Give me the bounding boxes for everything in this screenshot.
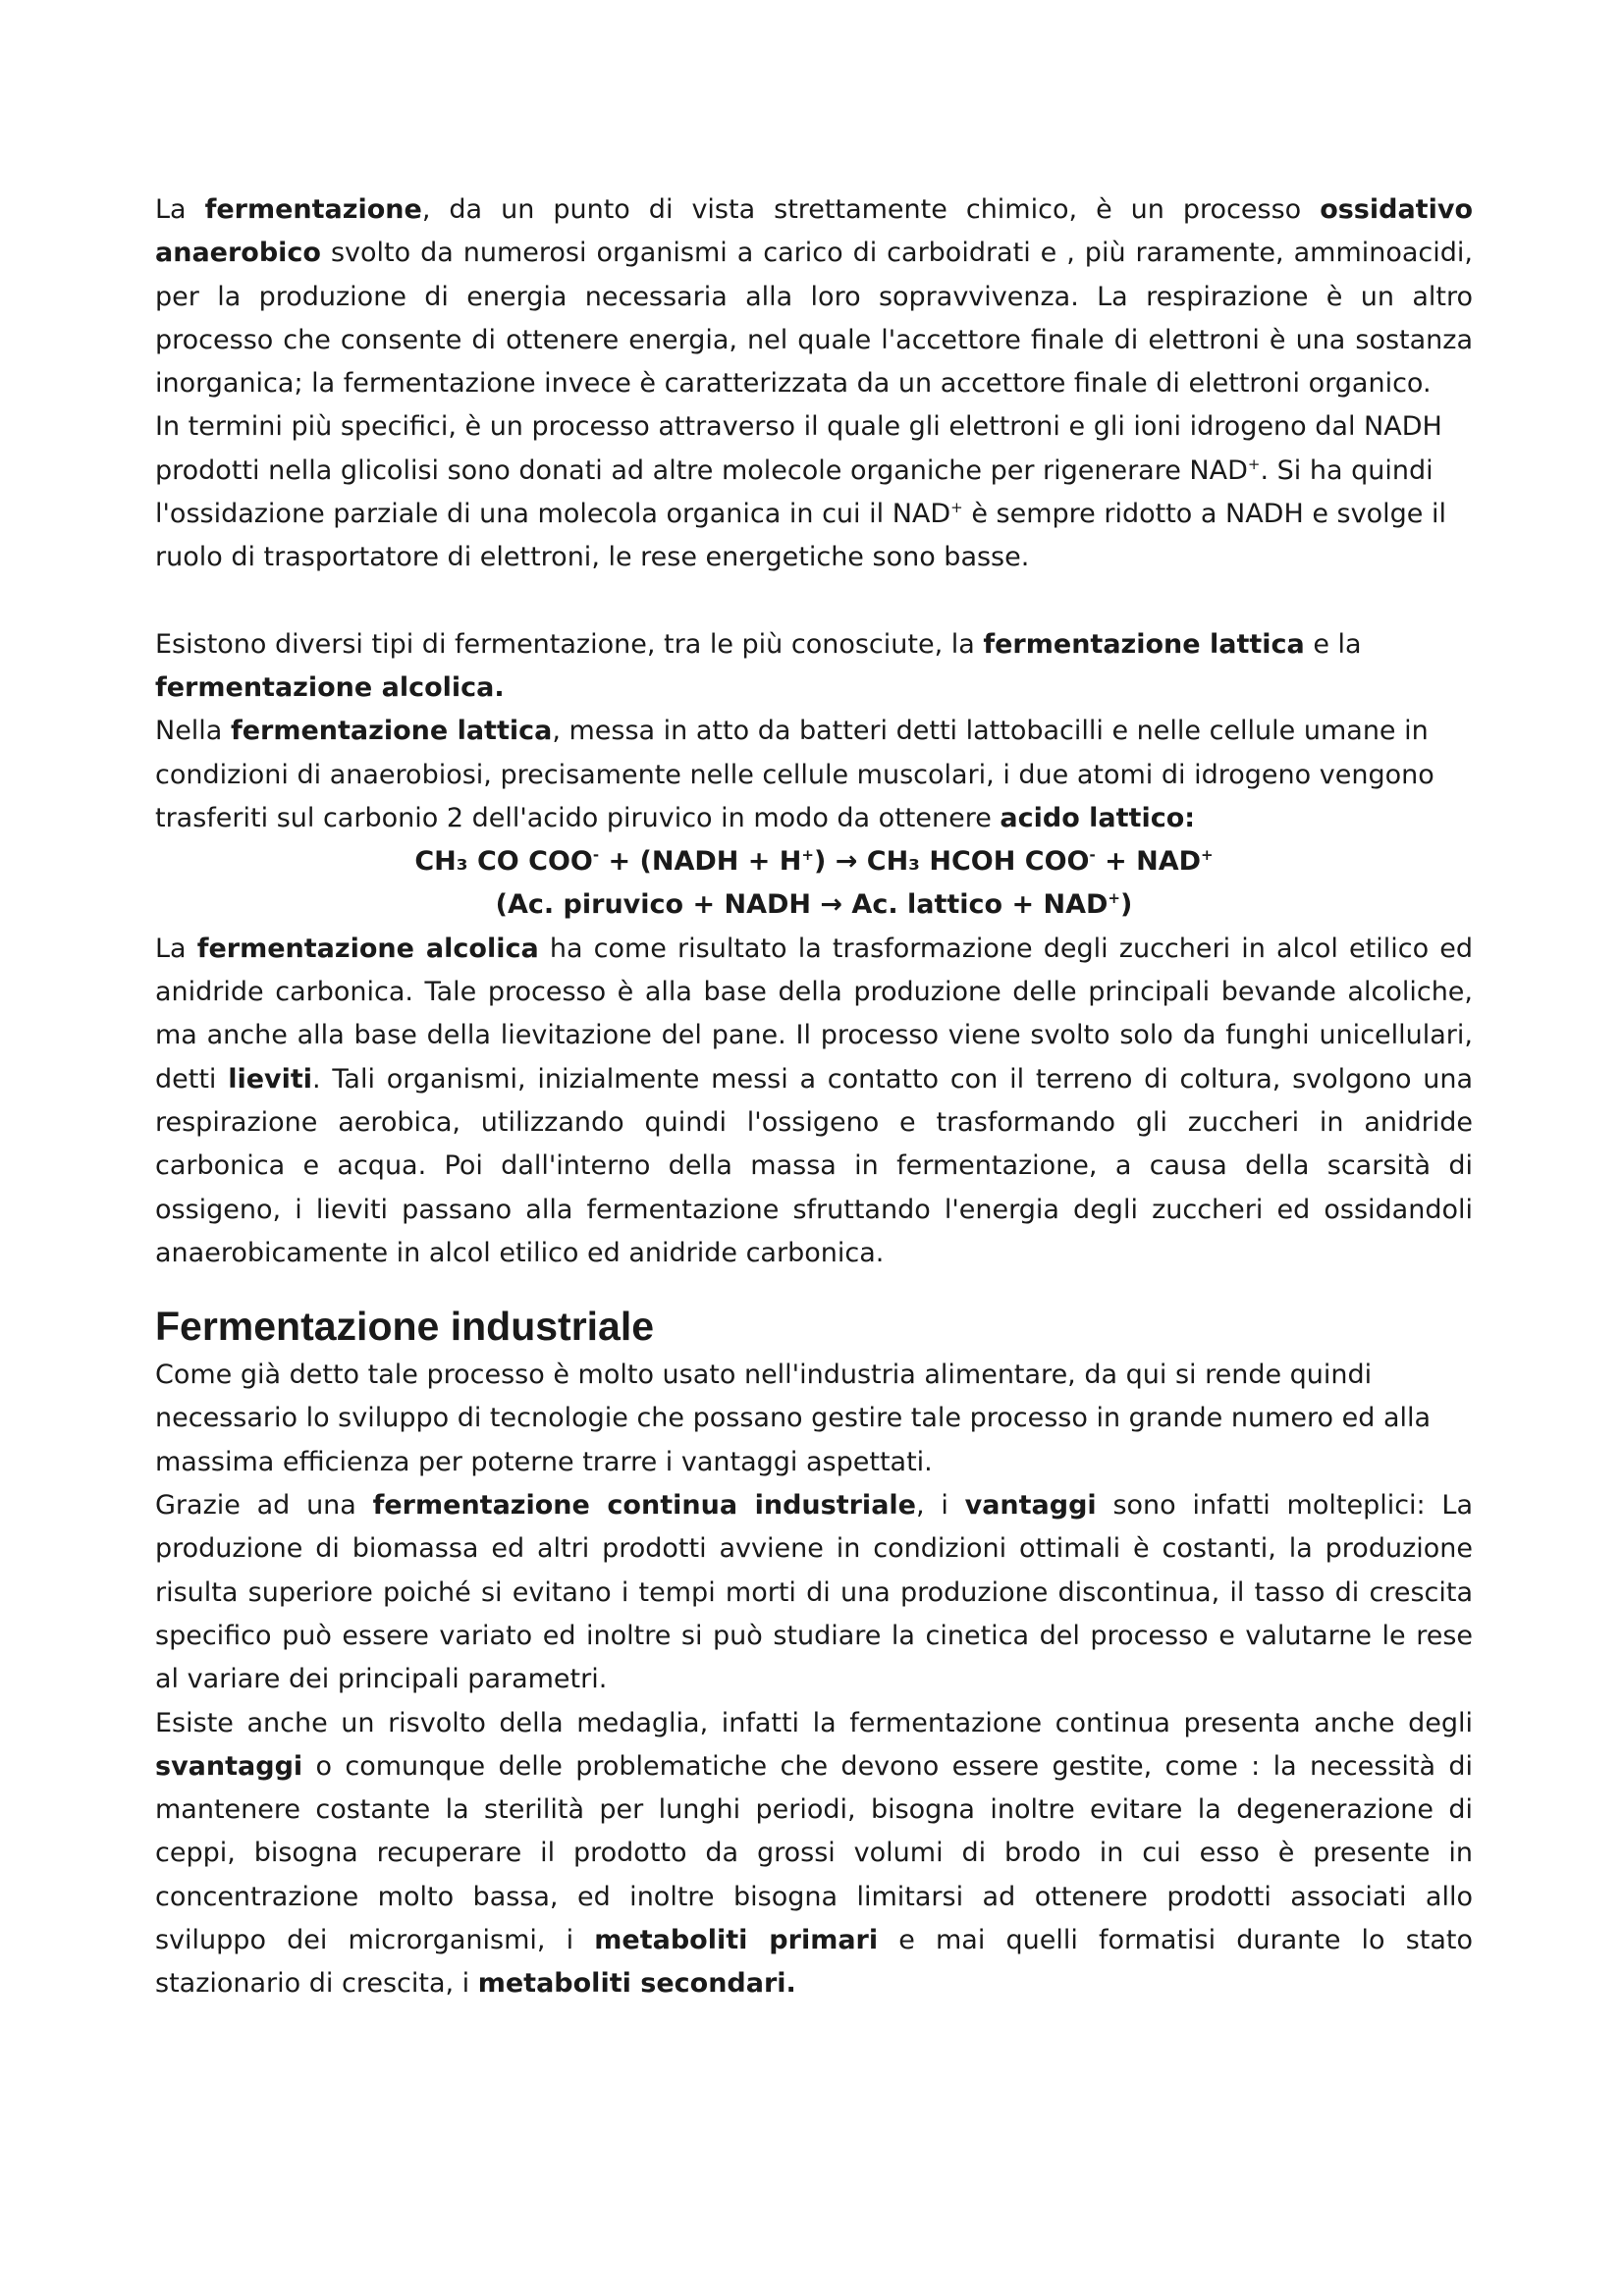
term-vantaggi: vantaggi [964, 1490, 1097, 1522]
term-fermentazione-alcolica: fermentazione alcolica. [155, 671, 505, 703]
paragraph-industria: Come già detto tale processo è molto usato nell'industria alimentare, da qui si rende quindi necessario lo sviluppo di tecnologie che possano gestire tale processo in grande numero ed alla massima efficienza per poterne trarre i vantaggi aspettati. [155, 1360, 1432, 1477]
equation-names: (Ac. piruvico + NADH → Ac. lattico + NAD+) [495, 889, 1133, 921]
paragraph-svantaggi: Esiste anche un risvolto della medaglia, infatti la fermentazione continua presenta anche degli svantaggi o comunque delle problematiche che devono essere gestite, come : la necessità di mantenere costante la sterilità per lunghi periodi, bisogna inoltre evitare la degenerazione di ceppi, bisogna recuperare il prodotto da grossi volumi di brodo in cui esso è presente in concentrazione molto bassa, ed inoltre bisogna limitarsi ad ottenere prodotti associati allo sviluppo dei microrganismi, i metaboliti primari e mai quelli formatisi durante lo stato stazionario di crescita, i metaboliti secondari. [155, 1707, 1474, 2000]
paragraph-vantaggi: Grazie ad una fermentazione continua industriale, i vantaggi sono infatti molteplici: La produzione di biomassa ed altri prodotti avviene in condizioni ottimali è costanti, la produzione risulta superiore poiché si evitano i tempi morti di una produzione discontinua, il tasso di crescita specifico può essere variato ed inoltre si può studiare la cinetica del processo e valutarne le rese al variare dei principali parametri. [155, 1490, 1474, 1695]
document-page [155, 188, 1473, 2006]
term-fermentazione-lattica: fermentazione lattica [983, 628, 1305, 660]
term-fermentazione-continua: fermentazione continua industriale [372, 1490, 916, 1522]
term-acido-lattico: acido lattico: [1000, 802, 1196, 833]
term-fermentazione: fermentazione [204, 194, 422, 225]
paragraph-lattica: Nella fermentazione lattica, messa in atto da batteri detti lattobacilli e nelle cellule umane in condizioni di anaerobiosi, precisamente nelle cellule muscolari, i due atomi di idrogeno vengono trasferiti sul carbonio 2 dell'acido piruvico in modo da ottenere acido lattico: [155, 716, 1434, 833]
term-metaboliti-primari: metaboliti primari [594, 1924, 879, 1955]
term-metaboliti-secondari: metaboliti secondari. [477, 1968, 796, 2000]
term-lieviti: lieviti [228, 1063, 313, 1095]
equation-chemical: CH₃ CO COO- + (NADH + H+) → CH₃ HCOH COO- + NAD+ [414, 846, 1214, 878]
paragraph-specifics: In termini più specifici, è un processo attraverso il quale gli elettroni e gli ioni idrogeno dal NADH prodotti nella glicolisi sono donati ad altre molecole organiche per rigenerare NAD+. Si ha quindi l'ossidazione parziale di una molecola organica in cui il NAD+ è sempre ridotto a NADH e svolge il ruolo di trasportatore di elettroni, le rese energetiche sono basse. [155, 411, 1446, 573]
term-ossidativo-anaerobico: ossidativo anaerobico [155, 194, 1473, 269]
paragraph-alcolica: La fermentazione alcolica ha come risultato la trasformazione degli zuccheri in alcol etilico ed anidride carbonica. Tale processo è alla base della produzione delle principali bevande alcoliche, ma anche alla base della lievitazione del pane. Il processo viene svolto solo da funghi unicellulari, detti lieviti. Tali organismi, inizialmente messi a contatto con il terreno di coltura, svolgono una respirazione aerobica, utilizzando quindi l'ossigeno e trasformando gli zuccheri in anidride carbonica e acqua. Poi dall'interno della massa in fermentazione, a causa della scarsità di ossigeno, i lieviti passano alla fermentazione sfruttando l'energia degli zuccheri ed ossidandoli anaerobicamente in alcol etilico ed anidride carbonica. [155, 933, 1474, 1268]
paragraph-definition: La fermentazione, da un punto di vista strettamente chimico, è un processo ossidativo anaerobico svolto da numerosi organismi a carico di carboidrati e , più raramente, amminoacidi, per la produzione di energia necessaria alla loro sopravvivenza. La respirazione è un altro processo che consente di ottenere energia, nel quale l'accettore finale di elettroni è una sostanza inorganica; la fermentazione invece è caratterizzata da un accettore finale di elettroni organico. [155, 194, 1473, 400]
blank-line [155, 580, 1473, 623]
paragraph-types: Esistono diversi tipi di fermentazione, tra le più conosciute, la fermentazione lattica e la fermentazione alcolica. [155, 628, 1362, 703]
term-svantaggi: svantaggi [155, 1750, 303, 1782]
section-heading: Fermentazione industriale [155, 1304, 655, 1350]
